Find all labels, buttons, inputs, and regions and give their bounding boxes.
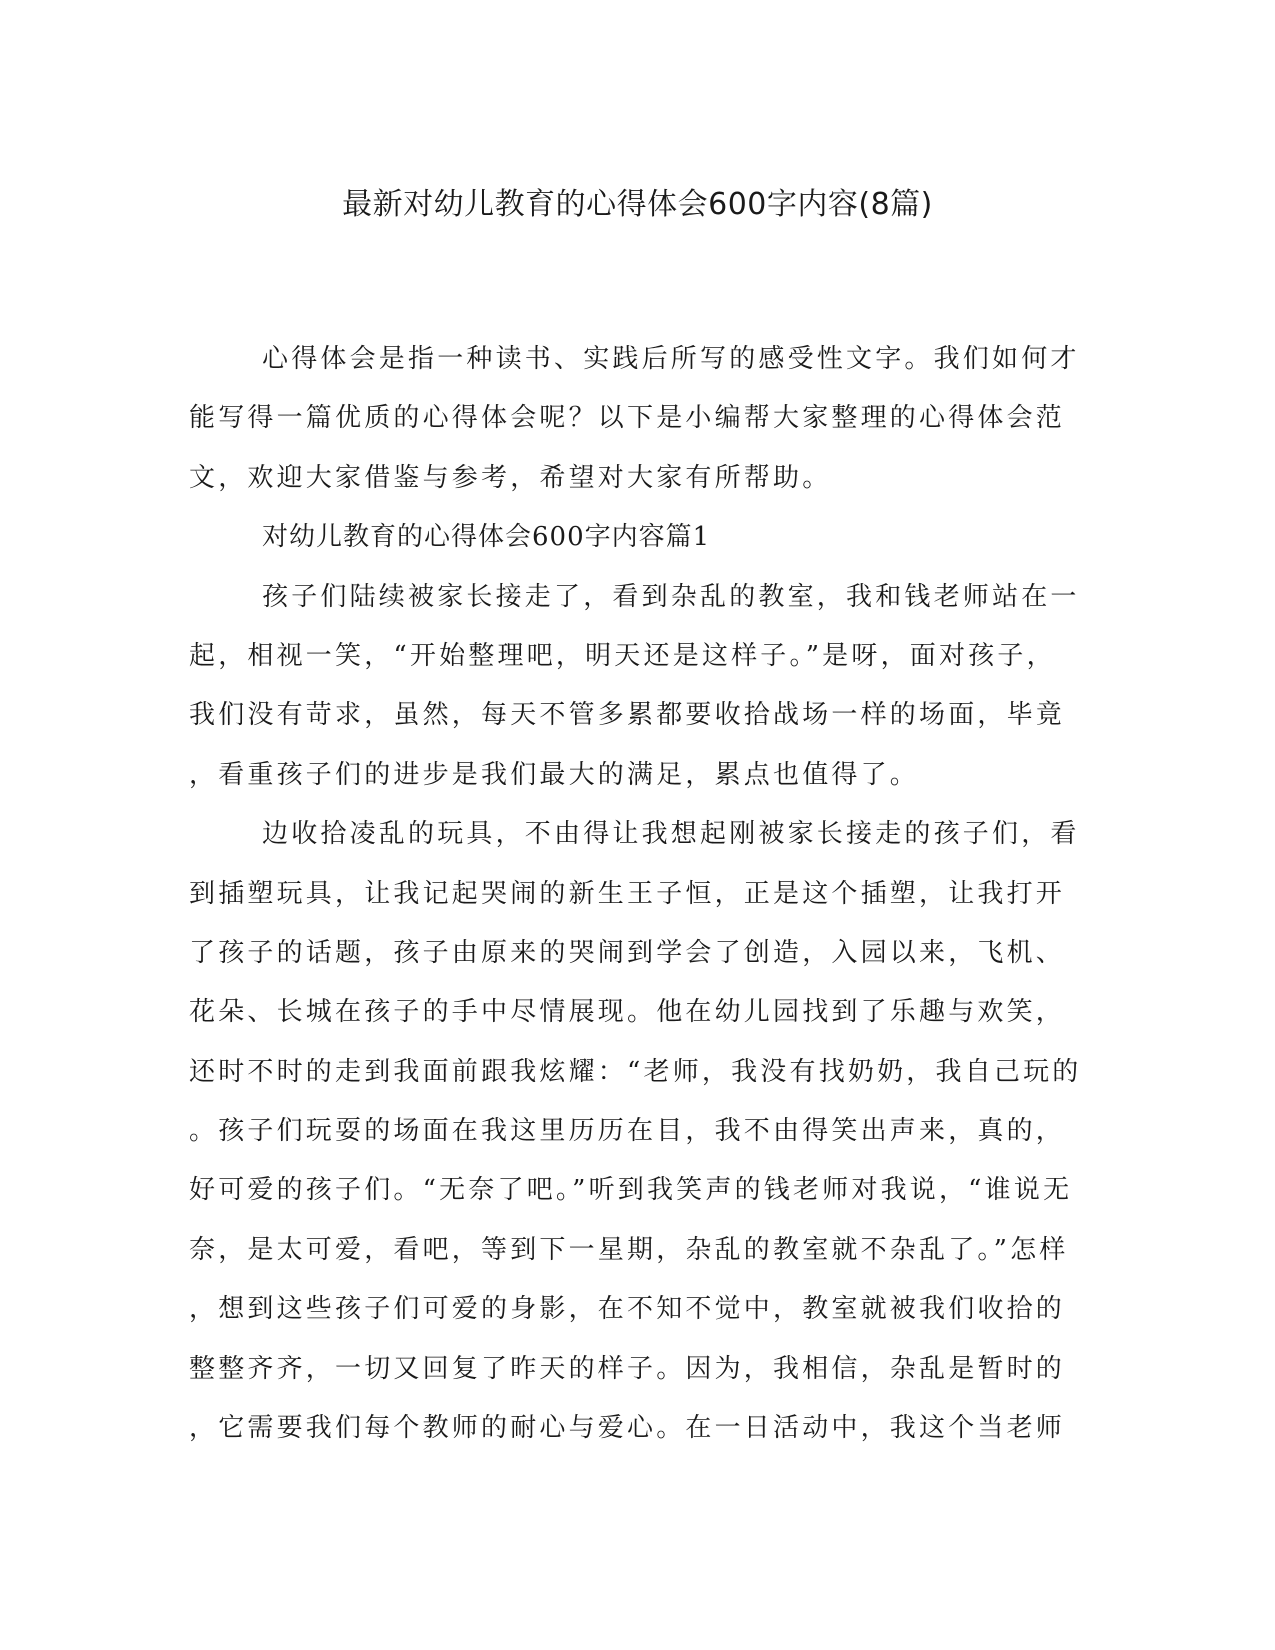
paragraph-line: 心得体会是指一种读书、实践后所写的感受性文字。我们如何才 (262, 344, 1080, 374)
paragraph-line: 奈，是太可爱，看吧，等到下一星期，杂乱的教室就不杂乱了。”怎样 (189, 1234, 1069, 1265)
document-title: 最新对幼儿教育的心得体会600字内容(8篇) (342, 187, 933, 222)
paragraph-line: 整整齐齐，一切又回复了昨天的样子。因为，我相信，杂乱是暂时的 (189, 1353, 1066, 1384)
paragraph-line: 边收拾凌乱的玩具，不由得让我想起刚被家长接走的孩子们，看 (262, 819, 1080, 850)
paragraph-line: ，想到这些孩子们可爱的身影，在不知不觉中，教室就被我们收拾的 (189, 1294, 1066, 1325)
paragraph-line: 到插塑玩具，让我记起哭闹的新生王子恒，正是这个插塑，让我打开 (189, 878, 1066, 909)
paragraph-line: 起，相视一笑，“开始整理吧，明天还是这样子。”是呀，面对孩子， (189, 640, 1056, 671)
paragraph-line: 花朵、长城在孩子的手中尽情展现。他在幼儿园找到了乐趣与欢笑， (189, 997, 1066, 1028)
paragraph-line: 文，欢迎大家借鉴与参考，希望对大家有所帮助。 (189, 462, 832, 493)
paragraph-line: 。孩子们玩耍的场面在我这里历历在目，我不由得笑出声来，真的， (189, 1116, 1066, 1147)
paragraph-line: 能写得一篇优质的心得体会呢？以下是小编帮大家整理的心得体会范 (189, 403, 1066, 434)
section-heading: 对幼儿教育的心得体会600字内容篇1 (262, 522, 711, 553)
paragraph-line: ，看重孩子们的进步是我们最大的满足，累点也值得了。 (189, 759, 920, 790)
paragraph-line: ，它需要我们每个教师的耐心与爱心。在一日活动中，我这个当老师 (189, 1413, 1066, 1444)
paragraph-line: 孩子们陆续被家长接走了，看到杂乱的教室，我和钱老师站在一 (262, 581, 1080, 612)
paragraph-line: 好可爱的孩子们。“无奈了吧。”听到我笑声的钱老师对我说，“谁说无 (189, 1175, 1073, 1206)
document-body (189, 330, 1084, 1458)
paragraph-line: 了孩子的话题，孩子由原来的哭闹到学会了创造，入园以来，飞机、 (189, 937, 1066, 968)
paragraph-line: 我们没有苛求，虽然，每天不管多累都要收拾战场一样的场面，毕竟 (189, 700, 1066, 731)
paragraph-line: 还时不时的走到我面前跟我炫耀：“老师，我没有找奶奶，我自己玩的 (189, 1056, 1082, 1087)
